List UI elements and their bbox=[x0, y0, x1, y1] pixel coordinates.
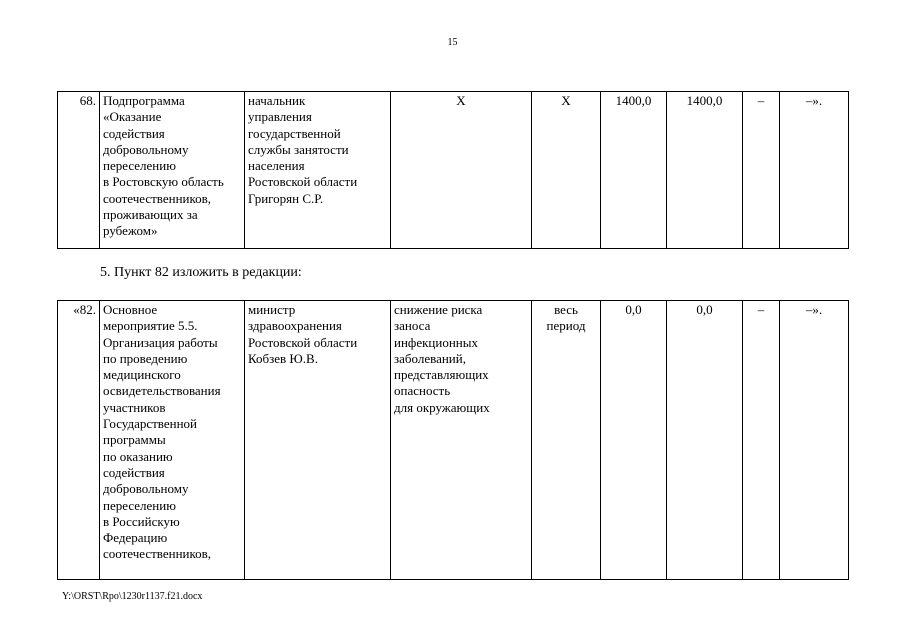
text-line: населения bbox=[248, 158, 305, 174]
text-line: начальник bbox=[248, 93, 306, 108]
text-line: в Российскую bbox=[103, 513, 180, 529]
text-line: мероприятие 5.5. bbox=[103, 318, 198, 334]
text-line: добровольному bbox=[103, 481, 189, 497]
value2-cell: 1400,0 bbox=[667, 92, 743, 249]
page-number: 15 bbox=[447, 37, 458, 48]
dash-cell: – bbox=[743, 301, 780, 580]
text-line: Григорян С.Р. bbox=[248, 190, 324, 206]
text-line: здравоохранения bbox=[248, 318, 342, 334]
text-line: соотечественников, bbox=[103, 546, 212, 562]
text-line: Подпрограмма bbox=[103, 93, 185, 108]
text-line: Основное bbox=[103, 302, 158, 317]
text-line: опасность bbox=[394, 383, 451, 399]
name-cell bbox=[100, 301, 245, 580]
text-line: инфекционных bbox=[394, 334, 478, 350]
text-line: снижение риска bbox=[394, 302, 483, 317]
program-table-row-82 bbox=[57, 300, 849, 580]
text-line: Кобзев Ю.В. bbox=[248, 350, 318, 366]
text-line: весь bbox=[554, 302, 578, 317]
result-cell bbox=[391, 301, 532, 580]
text-line: рубежом» bbox=[103, 223, 158, 239]
period-cell: Х bbox=[532, 92, 601, 249]
text-line: по оказанию bbox=[103, 448, 173, 464]
text-line: для окружающих bbox=[394, 399, 490, 415]
end-cell: –». bbox=[780, 301, 849, 580]
text-line: Ростовской области bbox=[248, 334, 358, 350]
text-line: службы занятости bbox=[248, 141, 349, 157]
value1-cell: 0,0 bbox=[601, 301, 667, 580]
value2-cell: 0,0 bbox=[667, 301, 743, 580]
text-line: содействия bbox=[103, 464, 165, 480]
text-line: переселению bbox=[103, 497, 176, 513]
file-path-footer: Y:\ORST\Rpo\1230r1137.f21.docx bbox=[62, 591, 203, 602]
text-line: Организация работы bbox=[103, 334, 218, 350]
responsible-cell bbox=[245, 92, 391, 249]
period-cell bbox=[532, 301, 601, 580]
table-row bbox=[58, 301, 849, 580]
text-line: содействия bbox=[103, 125, 165, 141]
text-line: Ростовской области bbox=[248, 174, 358, 190]
row-number-cell: 68. bbox=[58, 92, 100, 249]
text-line: участников bbox=[103, 399, 166, 415]
text-line: Государственной bbox=[103, 416, 198, 432]
text-line: министр bbox=[248, 302, 296, 317]
text-line: заноса bbox=[394, 318, 431, 334]
text-line: освидетельствования bbox=[103, 383, 221, 399]
text-line: по проведению bbox=[103, 350, 188, 366]
row-number-cell: «82. bbox=[58, 301, 100, 580]
text-line: добровольному bbox=[103, 141, 189, 157]
responsible-cell bbox=[245, 301, 391, 580]
instruction-text: 5. Пункт 82 изложить в редакции: bbox=[100, 265, 302, 280]
dash-cell: – bbox=[743, 92, 780, 249]
result-cell: Х bbox=[391, 92, 532, 249]
text-line: заболеваний, bbox=[394, 350, 466, 366]
value1-cell: 1400,0 bbox=[601, 92, 667, 249]
text-line: управления bbox=[248, 109, 312, 125]
table-row bbox=[58, 92, 849, 249]
name-cell bbox=[100, 92, 245, 249]
text-line: «Оказание bbox=[103, 109, 162, 125]
text-line: Федерацию bbox=[103, 530, 168, 546]
text-line: медицинского bbox=[103, 367, 181, 383]
text-line: соотечественников, bbox=[103, 190, 212, 206]
text-line: проживающих за bbox=[103, 207, 198, 223]
text-line: представляющих bbox=[394, 367, 489, 383]
text-line: переселению bbox=[103, 158, 176, 174]
text-line: государственной bbox=[248, 125, 341, 141]
program-table-row-68 bbox=[57, 91, 849, 249]
text-line: в Ростовскую область bbox=[103, 174, 224, 190]
end-cell: –». bbox=[780, 92, 849, 249]
text-line: программы bbox=[103, 432, 166, 448]
text-line: период bbox=[546, 318, 586, 334]
